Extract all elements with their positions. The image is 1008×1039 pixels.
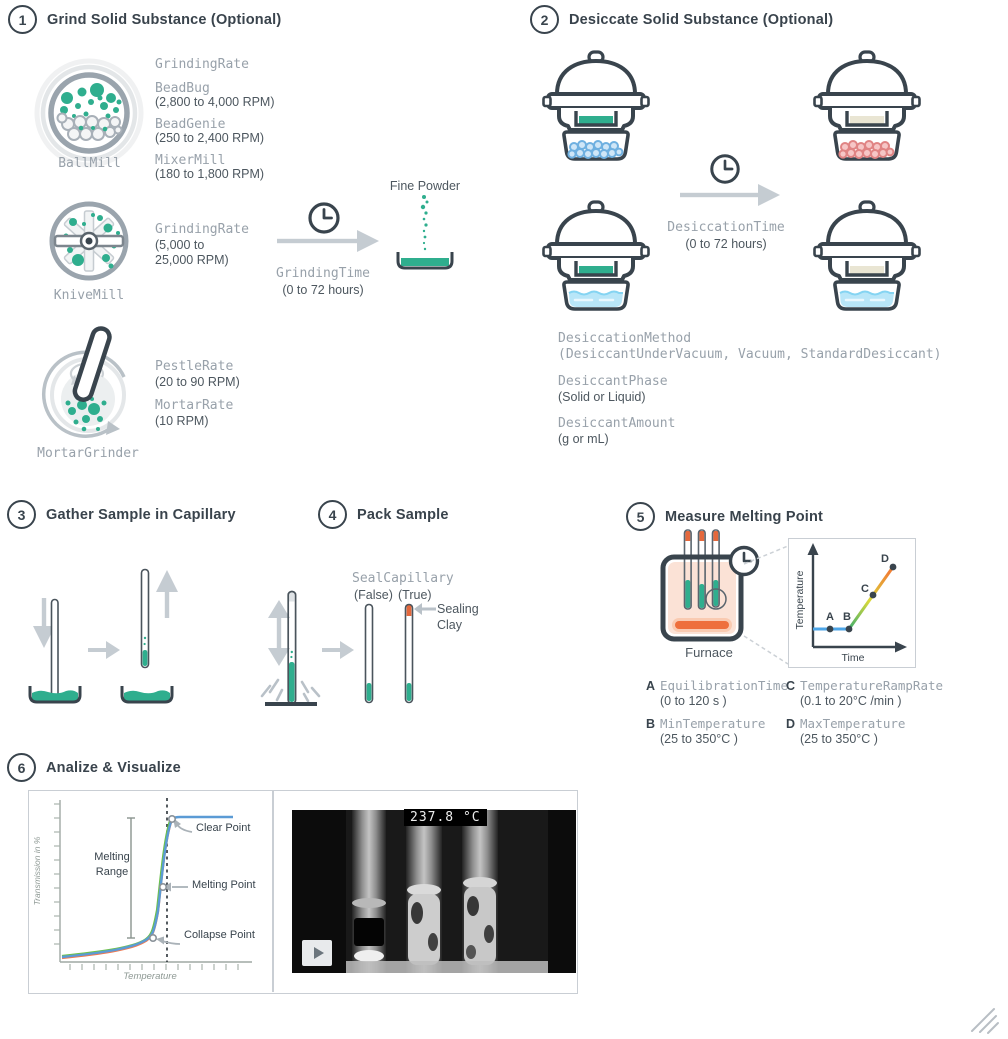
collapse-point-label: Collapse Point bbox=[184, 929, 255, 941]
param-equilibration-time: A EquilibrationTime (0 to 120 s ) bbox=[646, 678, 788, 708]
step3-number: 3 bbox=[7, 500, 36, 529]
mixermill-range: (180 to 1,800 RPM) bbox=[155, 167, 265, 181]
step4-header bbox=[318, 500, 449, 529]
step2-header bbox=[530, 5, 833, 34]
pestle-rate-range: (20 to 90 RPM) bbox=[155, 375, 240, 389]
step3-header bbox=[7, 500, 236, 529]
ball-mill-label: BallMill bbox=[58, 156, 121, 171]
temperature-profile-panel bbox=[788, 538, 916, 668]
seal-false-label: (False) bbox=[354, 588, 393, 602]
temperature-profile-chart bbox=[789, 539, 915, 667]
step6-number: 6 bbox=[7, 753, 36, 782]
panel-divider bbox=[272, 790, 274, 992]
transmission-axis-label: Transmission in % bbox=[32, 836, 42, 906]
step3-title: Gather Sample in Capillary bbox=[46, 506, 236, 523]
step6-title: Analize & Visualize bbox=[46, 759, 181, 776]
step1-number: 1 bbox=[8, 5, 37, 34]
beadgenie-range: (250 to 2,400 RPM) bbox=[155, 131, 265, 145]
powder-dish-icon bbox=[396, 250, 454, 272]
sample-dish-icon bbox=[120, 684, 174, 706]
melting-range-label: Melting Range bbox=[94, 851, 130, 878]
arrow-right-icon bbox=[88, 640, 120, 660]
step4-number: 4 bbox=[318, 500, 347, 529]
step1-title: Grind Solid Substance (Optional) bbox=[47, 11, 282, 28]
zoom-connector-lines bbox=[742, 538, 790, 668]
knive-rate-range: (5,000 to 25,000 RPM) bbox=[155, 238, 229, 268]
step2-number: 2 bbox=[530, 5, 559, 34]
play-icon bbox=[314, 947, 324, 959]
sample-dish-icon bbox=[28, 684, 82, 706]
knive-mill-label: KniveMill bbox=[53, 288, 125, 303]
mortar-rate-range: (10 RPM) bbox=[155, 414, 209, 428]
seal-true-label: (True) bbox=[398, 588, 432, 602]
param-max-temperature: D MaxTemperature (25 to 350°C ) bbox=[786, 716, 906, 746]
mixermill-label: MixerMill bbox=[155, 153, 226, 168]
desiccant-phase-options: (Solid or Liquid) bbox=[558, 390, 646, 404]
beadbug-label: BeadBug bbox=[155, 81, 210, 96]
point-d-label: D bbox=[881, 553, 889, 565]
desiccation-time-range: (0 to 72 hours) bbox=[685, 237, 767, 251]
temperature-axis-label: Temperature bbox=[123, 971, 177, 982]
desiccation-method-label: DesiccationMethod bbox=[558, 331, 692, 346]
ball-mill-icon bbox=[34, 58, 144, 168]
knive-rate-label: GrindingRate bbox=[155, 222, 249, 237]
step5-number: 5 bbox=[626, 502, 655, 531]
sealing-clay-label: Sealing Clay bbox=[437, 602, 479, 633]
mortar-grinder-label: MortarGrinder bbox=[37, 446, 139, 461]
melting-point-label: Melting Point bbox=[192, 879, 256, 891]
point-c-label: C bbox=[861, 583, 869, 595]
desiccant-amount-options: (g or mL) bbox=[558, 432, 609, 446]
play-button[interactable] bbox=[302, 940, 332, 966]
fine-powder-label: Fine Powder bbox=[389, 179, 461, 193]
desiccant-amount-label: DesiccantAmount bbox=[558, 416, 676, 431]
step6-header bbox=[7, 753, 181, 782]
clock-icon bbox=[708, 152, 742, 186]
seal-capillary-label: SealCapillary bbox=[352, 571, 454, 586]
arrow-right-icon bbox=[322, 640, 354, 660]
step5-header bbox=[626, 502, 823, 531]
mortar-grinder-icon bbox=[36, 325, 141, 447]
melting-video-frame bbox=[292, 810, 576, 973]
resize-handle-icon[interactable] bbox=[958, 1005, 1002, 1035]
knive-mill-icon bbox=[48, 200, 130, 282]
beadgenie-label: BeadGenie bbox=[155, 117, 226, 132]
desiccator-liquid-after-icon bbox=[813, 200, 921, 312]
powder-stream-icon bbox=[413, 194, 437, 252]
beadbug-range: (2,800 to 4,000 RPM) bbox=[155, 95, 275, 109]
mortar-rate-label: MortarRate bbox=[155, 398, 234, 413]
step1-header bbox=[8, 5, 281, 34]
arrow-left-icon bbox=[414, 603, 436, 615]
desiccation-time-label: DesiccationTime bbox=[667, 220, 785, 235]
arrow-right-icon bbox=[277, 228, 379, 254]
grinding-time-label: GrindingTime bbox=[276, 266, 370, 281]
desiccator-beads-after-icon bbox=[813, 50, 921, 162]
arrow-up-icon bbox=[154, 570, 180, 618]
temperature-axis-label: Temperature bbox=[794, 570, 806, 630]
step5-title: Measure Melting Point bbox=[665, 508, 824, 525]
step2-title: Desiccate Solid Substance (Optional) bbox=[569, 11, 834, 28]
capillary-sealed-icon bbox=[404, 603, 414, 705]
point-b-label: B bbox=[843, 611, 851, 623]
desiccation-method-options: (DesiccantUnderVacuum, Vacuum, StandardDesiccant) bbox=[558, 347, 942, 362]
clear-point-label: Clear Point bbox=[196, 822, 251, 834]
param-min-temperature: B MinTemperature (25 to 350°C ) bbox=[646, 716, 766, 746]
grinding-rate-label: GrindingRate bbox=[155, 57, 249, 72]
capillary-unsealed-icon bbox=[364, 603, 374, 705]
point-a-label: A bbox=[826, 611, 834, 623]
param-temperature-ramp-rate: C TemperatureRampRate (0.1 to 20°C /min ) bbox=[786, 678, 944, 708]
capillary-filled-icon bbox=[140, 568, 150, 670]
step4-title: Pack Sample bbox=[357, 506, 449, 523]
furnace-label: Furnace bbox=[685, 645, 733, 660]
grinding-time-range: (0 to 72 hours) bbox=[282, 283, 364, 297]
desiccator-beads-before-icon bbox=[542, 50, 650, 162]
desiccant-phase-label: DesiccantPhase bbox=[558, 374, 668, 389]
tap-surface bbox=[265, 702, 317, 706]
time-axis-label: Time bbox=[841, 652, 865, 664]
video-temperature-readout: 237.8 °C bbox=[404, 809, 487, 826]
arrow-right-icon bbox=[680, 182, 780, 208]
pestle-rate-label: PestleRate bbox=[155, 359, 234, 374]
desiccator-liquid-before-icon bbox=[542, 200, 650, 312]
